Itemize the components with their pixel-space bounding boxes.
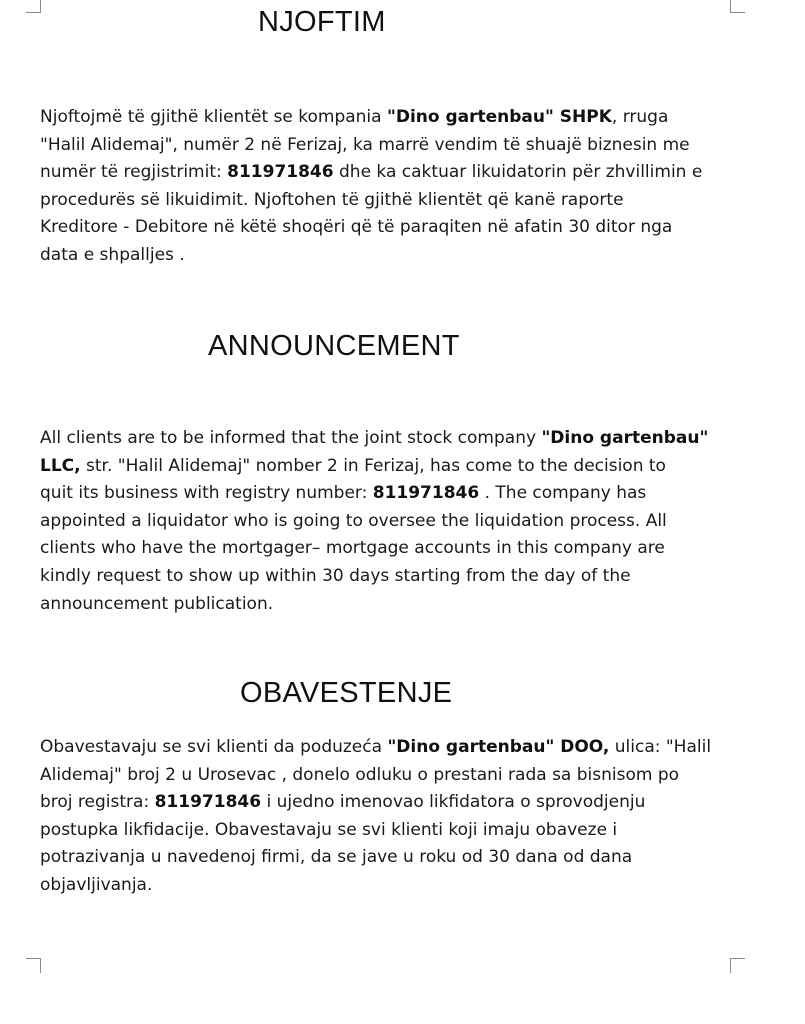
plain-text: ulica: "Halil: [609, 737, 712, 757]
paragraph-line: [40, 762, 740, 790]
paragraph-line: [40, 214, 740, 242]
english-paragraph: [40, 425, 740, 618]
plain-text: Kreditore - Debitore në këtë shoqëri që të paraqiten në afatin 30 ditor nga: [40, 217, 673, 238]
page-corner-mark-bottom-left: [26, 958, 41, 973]
plain-text: , rruga: [611, 107, 669, 127]
paragraph-line: [40, 591, 740, 619]
plain-text: i ujedno imenovao likfidatora o sprovodjenju: [261, 792, 646, 813]
paragraph-line: [40, 789, 740, 817]
page-corner-mark-top-left: [26, 0, 41, 13]
plain-text: postupka likfidacije. Obavestavaju se svi klienti koji imaju obaveze i: [40, 819, 618, 840]
paragraph-line: [40, 817, 740, 845]
plain-text: dhe ka caktuar likuidatorin për zhvillimin e: [333, 162, 703, 183]
page-corner-mark-top-right: [730, 0, 745, 13]
plain-text: appointed a liquidator who is going to oversee the liquidation process. All: [40, 510, 667, 531]
paragraph-line: [40, 535, 740, 563]
plain-text: announcement publication.: [40, 593, 274, 614]
plain-text: str. "Halil Alidemaj" nomber 2 in Ferizaj, has come to the decision to: [80, 455, 666, 476]
paragraph-line: [40, 872, 740, 900]
bold-text: LLC,: [40, 455, 81, 476]
serbian-heading: OBAVESTENJE: [240, 677, 453, 709]
bold-text: 811971846: [154, 792, 262, 813]
plain-text: All clients are to be informed that the joint stock company: [40, 428, 542, 448]
plain-text: Obavestavaju se svi klienti da poduzeća: [40, 737, 388, 757]
paragraph-line: [40, 132, 740, 160]
albanian-paragraph: [40, 104, 740, 270]
paragraph-line: [40, 425, 740, 453]
plain-text: data e shpalljes .: [40, 244, 185, 265]
bold-text: 811971846: [227, 162, 334, 183]
paragraph-line: [40, 242, 740, 270]
plain-text: objavljivanja.: [40, 874, 153, 895]
paragraph-line: [40, 187, 740, 215]
paragraph-line: [40, 104, 740, 132]
paragraph-line: [40, 508, 740, 536]
paragraph-line: [40, 453, 740, 481]
bold-text: "Dino gartenbau" DOO,: [387, 737, 610, 757]
plain-text: broj registra:: [40, 792, 155, 813]
plain-text: . The company has: [479, 483, 647, 504]
albanian-heading: NJOFTIM: [258, 6, 386, 38]
plain-text: clients who have the mortgager– mortgage accounts in this company are: [40, 538, 665, 559]
plain-text: quit its business with registry number:: [40, 483, 373, 504]
plain-text: numër të regjistrimit:: [40, 162, 228, 183]
bold-text: "Dino gartenbau" SHPK: [386, 107, 612, 127]
paragraph-line: [40, 563, 740, 591]
paragraph-line: [40, 844, 740, 872]
plain-text: procedurës së likuidimit. Njoftohen të gjithë klientët që kanë raporte: [40, 189, 624, 210]
plain-text: kindly request to show up within 30 days starting from the day of the: [40, 565, 631, 586]
plain-text: potrazivanja u navedenoj firmi, da se jave u roku od 30 dana od dana: [40, 847, 633, 868]
plain-text: Njoftojmë të gjithë klientët se kompania: [40, 107, 387, 127]
paragraph-line: [40, 734, 740, 762]
bold-text: "Dino gartenbau": [541, 428, 709, 448]
plain-text: "Halil Alidemaj", numër 2 në Ferizaj, ka marrë vendim të shuajë biznesin me: [40, 134, 690, 155]
plain-text: Alidemaj" broj 2 u Urosevac , donelo odluku o prestani rada sa bisnisom po: [40, 764, 680, 785]
serbian-paragraph: [40, 734, 740, 900]
paragraph-line: [40, 159, 740, 187]
english-heading: ANNOUNCEMENT: [208, 330, 460, 362]
bold-text: 811971846: [372, 483, 480, 504]
paragraph-line: [40, 480, 740, 508]
page-corner-mark-bottom-right: [730, 958, 745, 973]
